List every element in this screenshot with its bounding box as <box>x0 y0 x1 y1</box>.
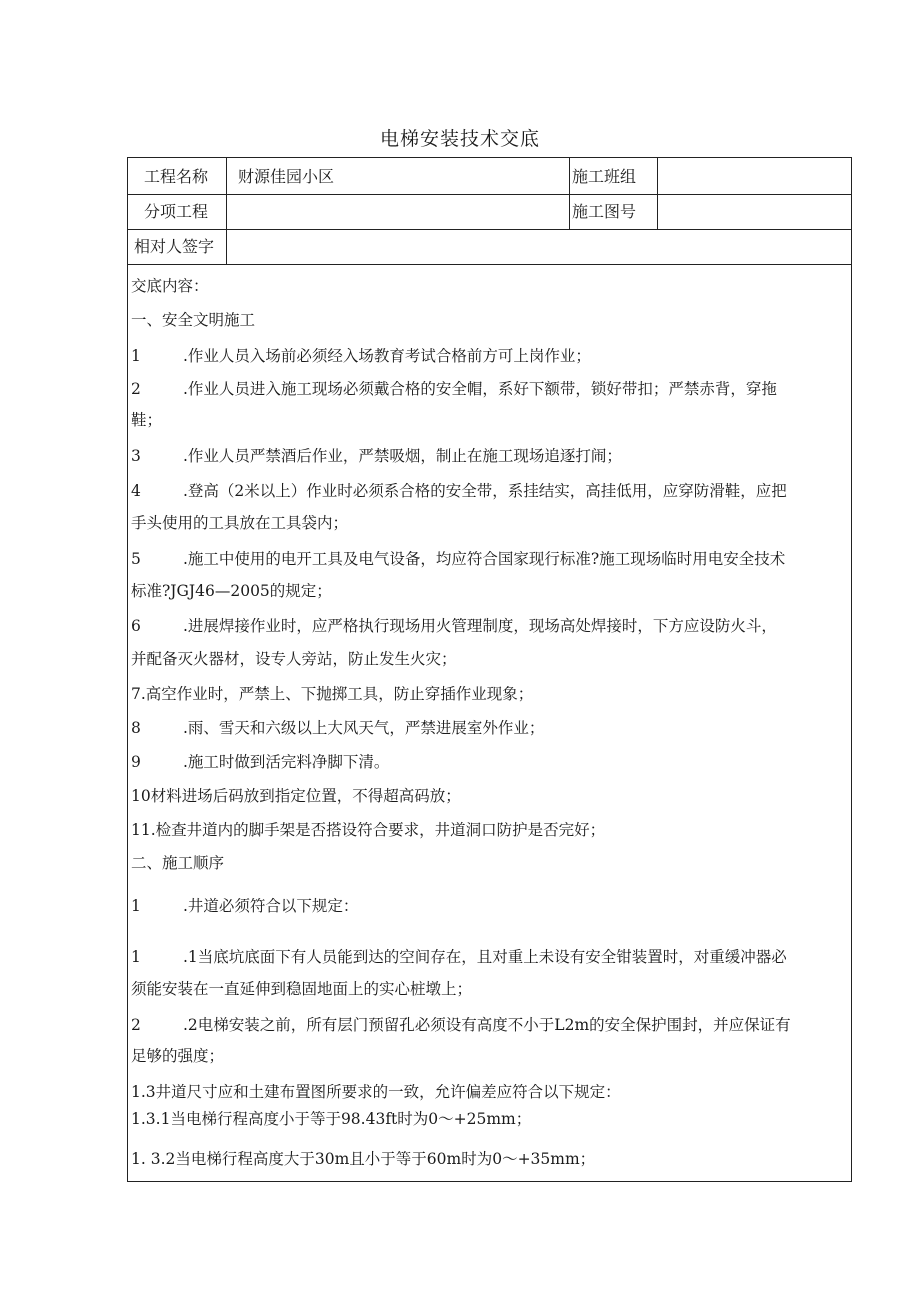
list-item <box>131 481 787 501</box>
item-text: .登高（2米以上）作业时必须系合格的安全带，系挂结实，高挂低用，应穿防滑鞋，应把 <box>183 482 787 500</box>
subproject-label: 分项工程 <box>144 202 209 221</box>
item-number: 4 <box>131 482 141 500</box>
item-text: .雨、雪天和六级以上大风天气，严禁进展室外作业； <box>183 719 545 737</box>
project-name-label: 工程名称 <box>144 167 209 186</box>
item-number: 1 <box>131 347 141 365</box>
item-text: .进展焊接作业时，应严格执行现场用火管理制度，现场高处焊接时，下方应设防火斗， <box>183 617 777 635</box>
list-item <box>131 947 787 967</box>
item-number: 5 <box>131 550 141 568</box>
list-item <box>131 718 544 738</box>
item-continuation: 足够的强度； <box>131 1047 225 1065</box>
project-name-value[interactable]: 财源佳园小区 <box>238 167 335 186</box>
document-title: 电梯安装技术交底 <box>379 128 540 150</box>
item-number: 8 <box>131 719 141 737</box>
item-number: 1 <box>131 897 141 915</box>
item-number: 9 <box>131 753 141 771</box>
list-item: 10材料进场后码放到指定位置，不得超高码放； <box>131 787 461 805</box>
content-intro: 交底内容： <box>131 277 209 295</box>
disclosure-form <box>127 157 852 1182</box>
item-text: .作业人员入场前必须经入场教育考试合格前方可上岗作业； <box>183 347 591 365</box>
section-1-title: 一、安全文明施工 <box>131 311 256 329</box>
signature-label: 相对人签字 <box>134 237 215 256</box>
item-continuation: 鞋； <box>131 411 163 429</box>
item-text: .1当底坑底面下有人员能到达的空间存在，且对重上未设有安全钳装置时，对重缓冲器必 <box>183 948 787 966</box>
item-continuation: 标准?JGJ46—2005的规定； <box>131 582 332 600</box>
column-divider <box>657 158 658 229</box>
row-divider <box>128 229 851 230</box>
column-divider <box>569 158 570 229</box>
column-divider <box>226 158 227 264</box>
item-continuation: 手头使用的工具放在工具袋内； <box>131 514 349 532</box>
row-divider <box>128 194 851 195</box>
row-divider <box>128 264 851 265</box>
list-item: 1. 3.2当电梯行程高度大于30m且小于等于60m时为0～+35mm； <box>131 1150 596 1168</box>
item-text: .作业人员进入施工现场必须戴合格的安全帽，系好下额带，锁好带扣；严禁赤背，穿拖 <box>183 380 777 398</box>
item-continuation: 须能安装在一直延伸到稳固地面上的实心桩墩上； <box>131 980 473 998</box>
list-item <box>131 379 777 399</box>
item-continuation: 并配备灭火器材，设专人旁站，防止发生火灾； <box>131 650 457 668</box>
item-text: .作业人员严禁酒后作业，严禁吸烟，制止在施工现场追逐打闹； <box>183 447 622 465</box>
item-number: 6 <box>131 617 141 635</box>
item-text: .施工时做到活完料净脚下清。 <box>183 753 390 771</box>
list-item <box>131 549 785 569</box>
item-number: 2 <box>131 1016 141 1034</box>
section-2-title: 二、施工顺序 <box>131 854 225 872</box>
drawing-label: 施工图号 <box>572 202 637 221</box>
item-text: .2电梯安装之前，所有层门预留孔必须设有高度不小于L2m的安全保护围封，并应保证有 <box>183 1016 791 1034</box>
list-item: 11.检查井道内的脚手架是否搭设符合要求，井道洞口防护是否完好； <box>131 821 606 839</box>
item-number: 1 <box>131 948 141 966</box>
list-item: 1.3.1当电梯行程高度小于等于98.43ft时为0～+25mm； <box>131 1110 532 1128</box>
item-text: .井道必须符合以下规定： <box>183 897 359 915</box>
item-number: 3 <box>131 447 141 465</box>
team-label: 施工班组 <box>572 167 637 186</box>
list-item <box>131 346 591 366</box>
list-item <box>131 752 389 772</box>
item-number: 2 <box>131 380 141 398</box>
list-item: 1.3井道尺寸应和土建布置图所要求的一致，允许偏差应符合以下规定： <box>131 1083 621 1101</box>
list-item <box>131 616 777 636</box>
list-item <box>131 896 358 916</box>
list-item: 7.高空作业时，严禁上、下抛掷工具，防止穿插作业现象； <box>131 685 534 703</box>
item-text: .施工中使用的电开工具及电气设备，均应符合国家现行标准?施工现场临时用电安全技术 <box>183 550 786 568</box>
list-item <box>131 1015 791 1035</box>
list-item <box>131 446 622 466</box>
